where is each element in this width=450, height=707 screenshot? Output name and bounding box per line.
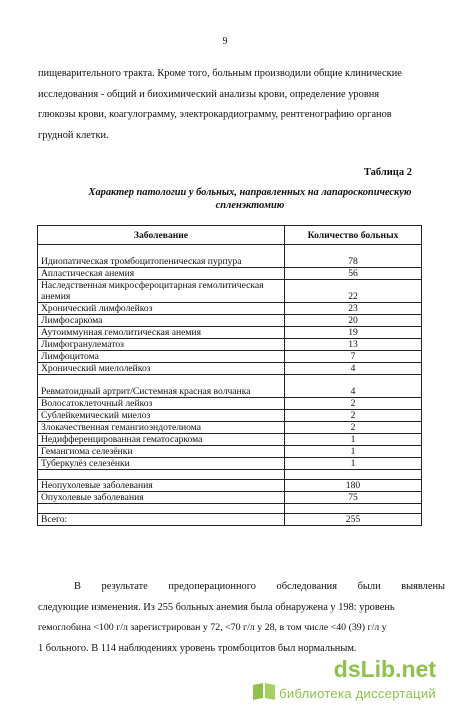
paragraph-line: исследования - общий и биохимический анализы крови, определение уровня (38, 88, 380, 100)
table-row (38, 375, 422, 398)
count-cell: 78 (285, 245, 422, 268)
disease-cell: Лимфоцитома (38, 351, 285, 363)
watermark-subtitle (251, 681, 436, 701)
count-cell: 2 (285, 410, 422, 422)
disease-cell: Недифференцированная гематосаркома (38, 434, 285, 446)
disease-cell: Идиопатическая тромбоцитопеническая пурпура (38, 245, 285, 268)
empty-cell (38, 504, 285, 514)
total-count-cell: 255 (285, 514, 422, 526)
column-header-count: Количество больных (285, 226, 422, 245)
table-row (38, 280, 422, 303)
watermark-subtitle-text: библиотека диссертаций (279, 686, 436, 701)
paragraph-line: 1 больного. В 114 наблюдениях уровень тромбоцитов был нормальным. (38, 642, 357, 654)
table-header-row (38, 226, 422, 245)
disease-cell: Лимфогранулематоз (38, 339, 285, 351)
table-row (38, 339, 422, 351)
intro-paragraph (38, 64, 418, 146)
table-summary-row (38, 480, 422, 492)
table-row (38, 303, 422, 315)
count-cell: 13 (285, 339, 422, 351)
count-cell: 19 (285, 327, 422, 339)
paragraph-line: гемоглобина <100 г/л зарегистрирован у 72, <70 г/л у 28, в том числе <40 (39) г/л у (38, 622, 387, 633)
count-cell: 4 (285, 375, 422, 398)
count-cell: 20 (285, 315, 422, 327)
table-spacer-row (38, 470, 422, 480)
disease-cell: Опухолевые заболевания (38, 492, 285, 504)
table-row (38, 398, 422, 410)
table-summary-row (38, 492, 422, 504)
disease-cell: Туберкулёз селезёнки (38, 458, 285, 470)
count-cell: 75 (285, 492, 422, 504)
count-cell: 22 (285, 280, 422, 303)
table-row (38, 446, 422, 458)
disease-cell: Неопухолевые заболевания (38, 480, 285, 492)
table-row (38, 410, 422, 422)
empty-cell (285, 470, 422, 480)
paragraph-line: глюкозы крови, коагулограмму, электрокардиограмму, рентгенографию органов (38, 109, 392, 120)
count-cell: 4 (285, 363, 422, 375)
table-total-row (38, 514, 422, 526)
table-caption: Характер патологии у больных, направленных на лапароскопическую спленэктомию (88, 187, 412, 211)
disease-cell: Сублейкемический миелоз (38, 410, 285, 422)
count-cell: 56 (285, 268, 422, 280)
disease-cell: Хронический миелолейкоз (38, 363, 285, 375)
empty-cell (38, 470, 285, 480)
table-row (38, 434, 422, 446)
disease-cell: Гемангиома селезёнки (38, 446, 285, 458)
table-row (38, 363, 422, 375)
count-cell: 2 (285, 422, 422, 434)
table-row (38, 315, 422, 327)
disease-cell: Ревматоидный артрит/Системная красная волчанка (38, 375, 285, 398)
disease-cell: Злокачественная гемангиоэндотелиома (38, 422, 285, 434)
table-row (38, 458, 422, 470)
disease-cell: Наследственная микросфероцитарная гемолитическая анемия (38, 280, 285, 303)
table-row (38, 268, 422, 280)
paragraph-line: В результате предоперационного обследования были выявлены (74, 581, 445, 592)
disease-cell: Волосатоклеточный лейкоз (38, 398, 285, 410)
table-row (38, 327, 422, 339)
count-cell: 180 (285, 480, 422, 492)
table-row (38, 422, 422, 434)
table-spacer-row (38, 504, 422, 514)
book-icon (251, 681, 277, 701)
watermark-logo: dsLib.net (333, 656, 436, 682)
count-cell: 1 (285, 434, 422, 446)
count-cell: 23 (285, 303, 422, 315)
pathology-table (37, 225, 422, 526)
count-cell: 1 (285, 458, 422, 470)
paragraph-line: грудной клетки. (38, 129, 109, 141)
watermark (251, 657, 436, 701)
page-number: 9 (222, 36, 228, 47)
total-label-cell: Всего: (38, 514, 285, 526)
disease-cell: Аутоиммунная гемолитическая анемия (38, 327, 285, 339)
results-paragraph (38, 577, 445, 659)
disease-cell: Лимфосаркома (38, 315, 285, 327)
disease-cell: Хронический лимфолейкоз (38, 303, 285, 315)
empty-cell (285, 504, 422, 514)
table-label: Таблица 2 (363, 167, 412, 178)
column-header-disease: Заболевание (38, 226, 285, 245)
count-cell: 1 (285, 446, 422, 458)
paragraph-line: следующие изменения. Из 255 больных анемия была обнаружена у 198: уровень (38, 601, 395, 613)
count-cell: 2 (285, 398, 422, 410)
disease-cell: Апластическая анемия (38, 268, 285, 280)
table-row (38, 245, 422, 268)
count-cell: 7 (285, 351, 422, 363)
paragraph-line: пищеварительного тракта. Кроме того, больным производили общие клинические (38, 68, 402, 79)
table-row (38, 351, 422, 363)
